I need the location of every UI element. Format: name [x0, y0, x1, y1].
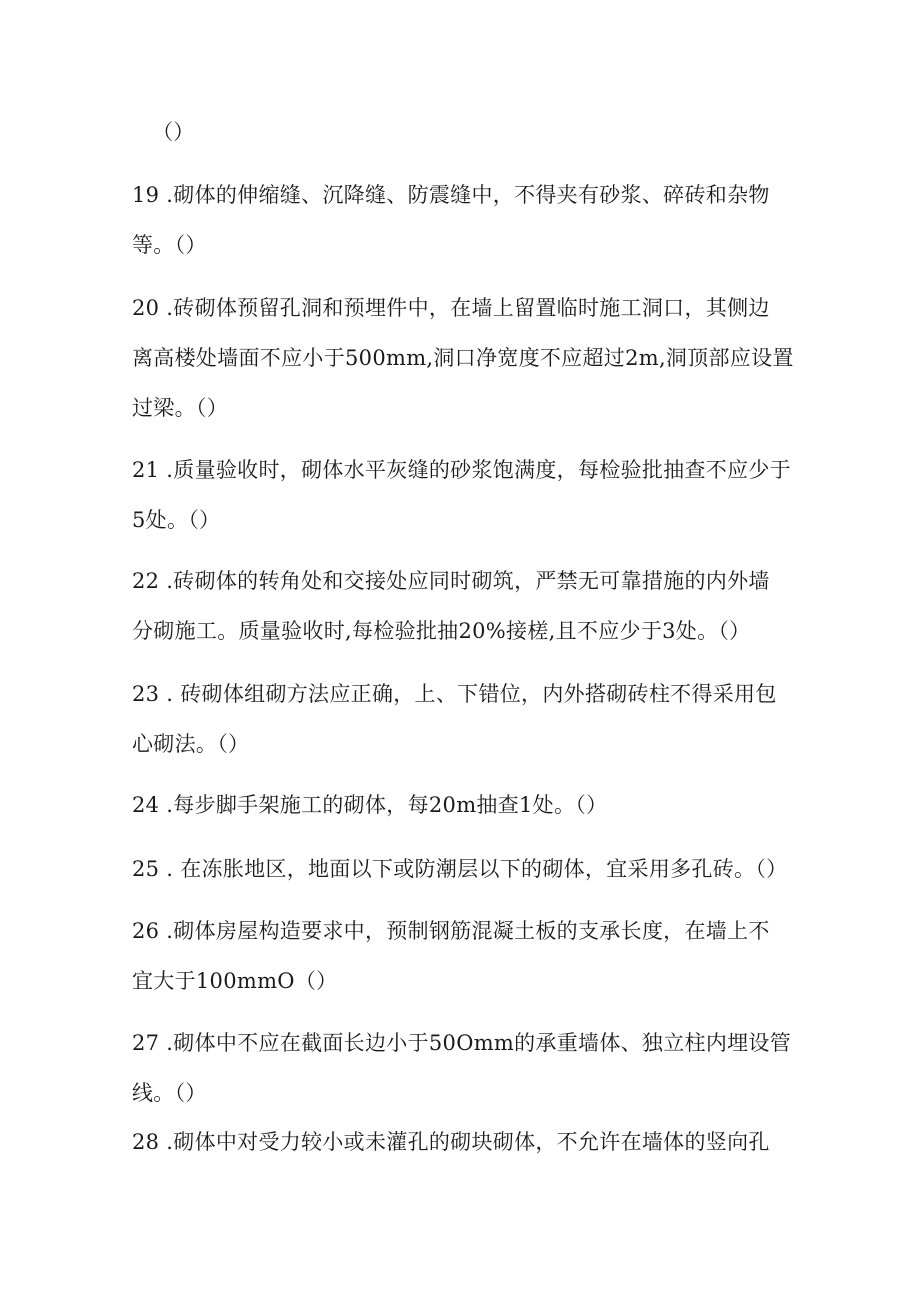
- question-27-line-1: 27 .砌体中不应在截面长边小于50Omm的承重墙体、独立柱内埋设管: [132, 1031, 792, 1055]
- question-19-line-2: 等。（）: [132, 233, 207, 257]
- text-line-blank-parens: （）: [152, 120, 195, 144]
- question-19-line-1: 19 .砌体的伸缩缝、沉降缝、防震缝中，不得夹有砂浆、碎砖和杂物: [132, 183, 770, 207]
- question-23-line-2: 心砌法。（）: [132, 732, 250, 756]
- question-22-line-2: 分砌施工。质量验收时,每检验批抽20%接槎,且不应少于3处。（）: [132, 619, 751, 643]
- question-20-line-2: 离高楼处墙面不应小于500mm,洞口净宽度不应超过2m,洞顶部应设置: [132, 346, 794, 370]
- question-20-line-1: 20 .砖砌体预留孔洞和预埋件中，在墙上留置临时施工洞口，其侧边: [132, 296, 770, 320]
- question-28-line-1: 28 .砌体中对受力较小或未灌孔的砌块砌体，不允许在墙体的竖向孔: [132, 1130, 770, 1154]
- question-22-line-1: 22 .砖砌体的转角处和交接处应同时砌筑，严禁无可靠措施的内外墙: [132, 569, 770, 593]
- question-27-line-2: 线。（）: [132, 1081, 207, 1105]
- question-20-line-3: 过梁。（）: [132, 396, 228, 420]
- question-23-line-1: 23 . 砖砌体组砌方法应正确，上、下错位，内外搭砌砖柱不得采用包: [132, 682, 777, 706]
- question-21-line-2: 5处。（）: [132, 508, 221, 532]
- question-24-line-1: 24 .每步脚手架施工的砌体，每20m抽查1处。（）: [132, 793, 608, 817]
- question-21-line-1: 21 .质量验收时，砌体水平灰缝的砂浆饱满度，每检验批抽查不应少于: [132, 458, 791, 482]
- question-26-line-1: 26 .砌体房屋构造要求中，预制钢筋混凝土板的支承长度，在墙上不: [132, 919, 770, 943]
- question-25-line-1: 25 . 在冻胀地区，地面以下或防潮层以下的砌体，宜采用多孔砖。（）: [132, 857, 788, 881]
- question-26-line-2: 宜大于100mmO（）: [132, 969, 338, 993]
